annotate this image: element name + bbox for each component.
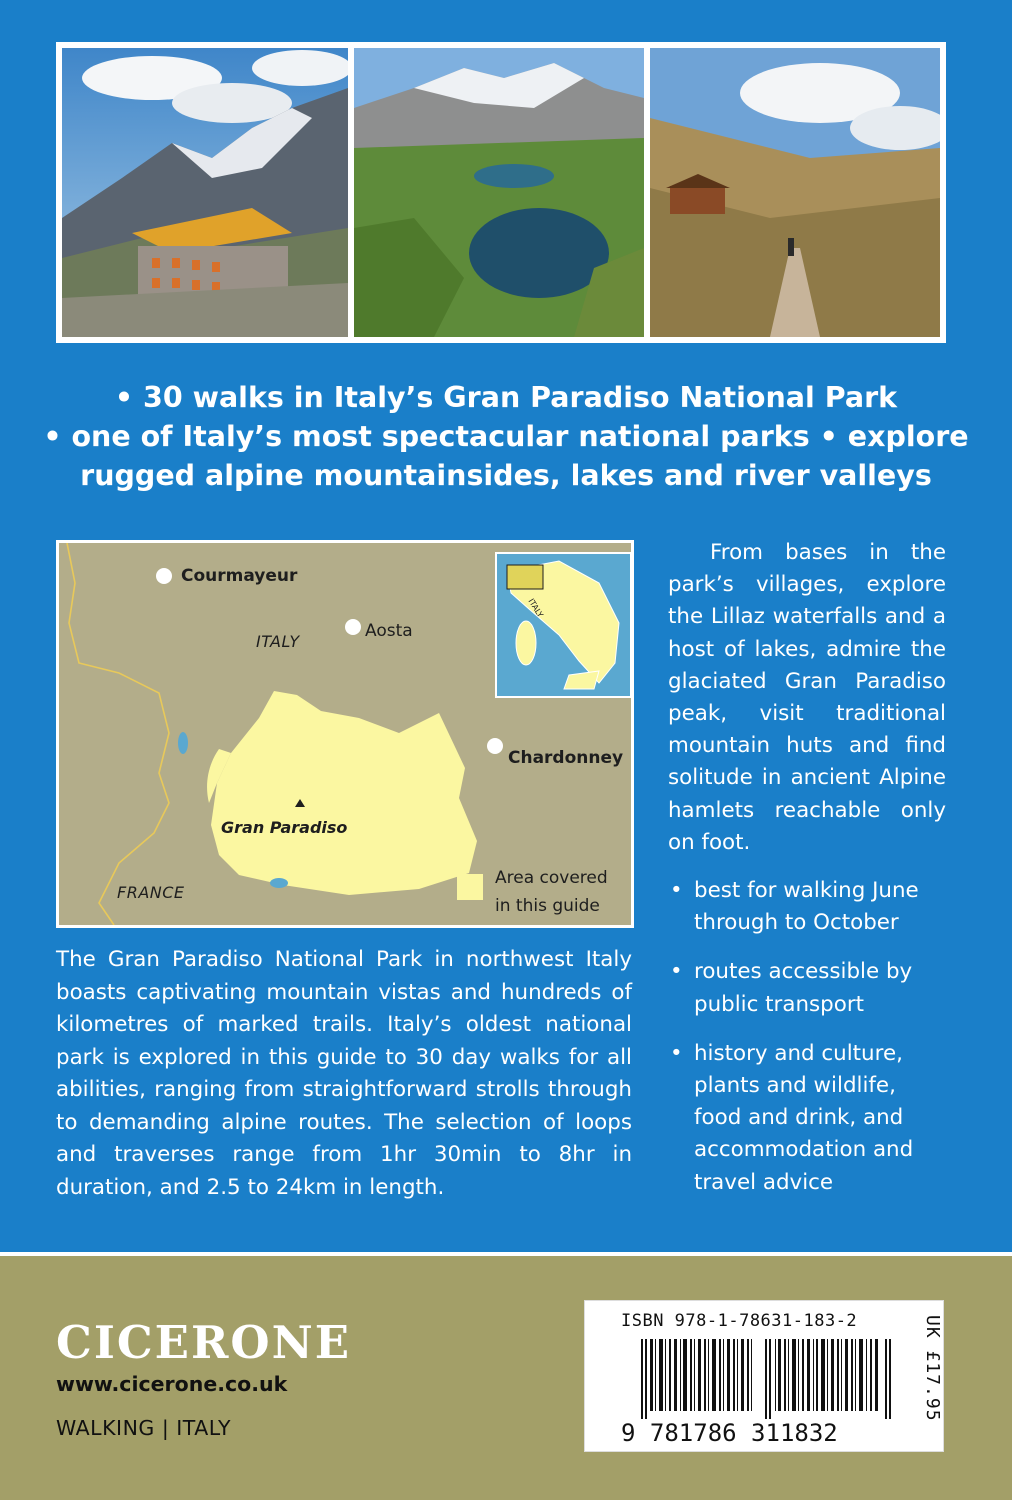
feature-item: • history and culture, plants and wildlife, food and drink, and accommodation and travel advice xyxy=(668,1038,946,1199)
map-legend-label: Area covered in this guide xyxy=(495,868,608,916)
category-label: WALKING | ITALY xyxy=(56,1416,231,1440)
tagline-line-1: • 30 walks in Italy’s Gran Paradiso National Park xyxy=(114,381,898,414)
tagline-line-2: • one of Italy’s most spectacular national parks • explore xyxy=(43,420,969,453)
park-map xyxy=(56,540,634,928)
map-label-france: FRANCE xyxy=(117,883,185,902)
intro-text: From bases in the park’s villages, explore the Lillaz waterfalls and a host of lakes, admire the glaciated Gran Paradiso peak, visit traditional mountain huts and find solitude in ancient Alpine hamlets reachable only on foot. xyxy=(668,540,946,855)
map-label-aosta: Aosta xyxy=(365,621,413,641)
feature-item: • best for walking June through to October xyxy=(668,875,946,939)
publisher-url: www.cicerone.co.uk xyxy=(56,1372,288,1396)
isbn-text: ISBN 978-1-78631-183-2 xyxy=(621,1311,858,1331)
tagline xyxy=(40,378,972,495)
feature-item: • routes accessible by public transport xyxy=(668,956,946,1020)
photo-alpine-lakes xyxy=(354,48,644,337)
tagline-line-3: rugged alpine mountainsides, lakes and river valleys xyxy=(80,459,932,492)
photo-mountain-hut xyxy=(62,48,348,337)
description-text: The Gran Paradiso National Park in northwest Italy boasts captivating mountain vistas and hundreds of kilometres of marked trails. Italy’s oldest national park is explored in this guide to 30 day walks for all abilities, ranging from straightforward strolls through to demanding alpine routes. The selection of loops and traverses range from 1hr 30min to 8hr in duration, and 2.5 to 24km in length. xyxy=(56,947,632,1200)
ean-number: 9 781786 311832 xyxy=(621,1419,838,1447)
map-label-chardonney: Chardonney xyxy=(508,748,624,768)
inset-map-label: ITALY xyxy=(526,597,545,620)
map-label-italy: ITALY xyxy=(256,632,300,651)
features-column xyxy=(668,537,946,1216)
price-text: UK £17.95 xyxy=(922,1315,943,1422)
description-column xyxy=(56,944,632,1204)
map-label-courmayeur: Courmayeur xyxy=(181,566,298,586)
price-tag xyxy=(915,1315,943,1445)
photo-strip xyxy=(56,42,946,343)
barcode-icon xyxy=(641,1339,901,1419)
feature-list xyxy=(668,875,946,1199)
map-label-gran-paradiso: Gran Paradiso xyxy=(221,818,348,837)
barcode-panel xyxy=(584,1300,944,1452)
photo-trail-hiker xyxy=(650,48,940,337)
publisher-logo: CICERONE xyxy=(56,1316,352,1369)
